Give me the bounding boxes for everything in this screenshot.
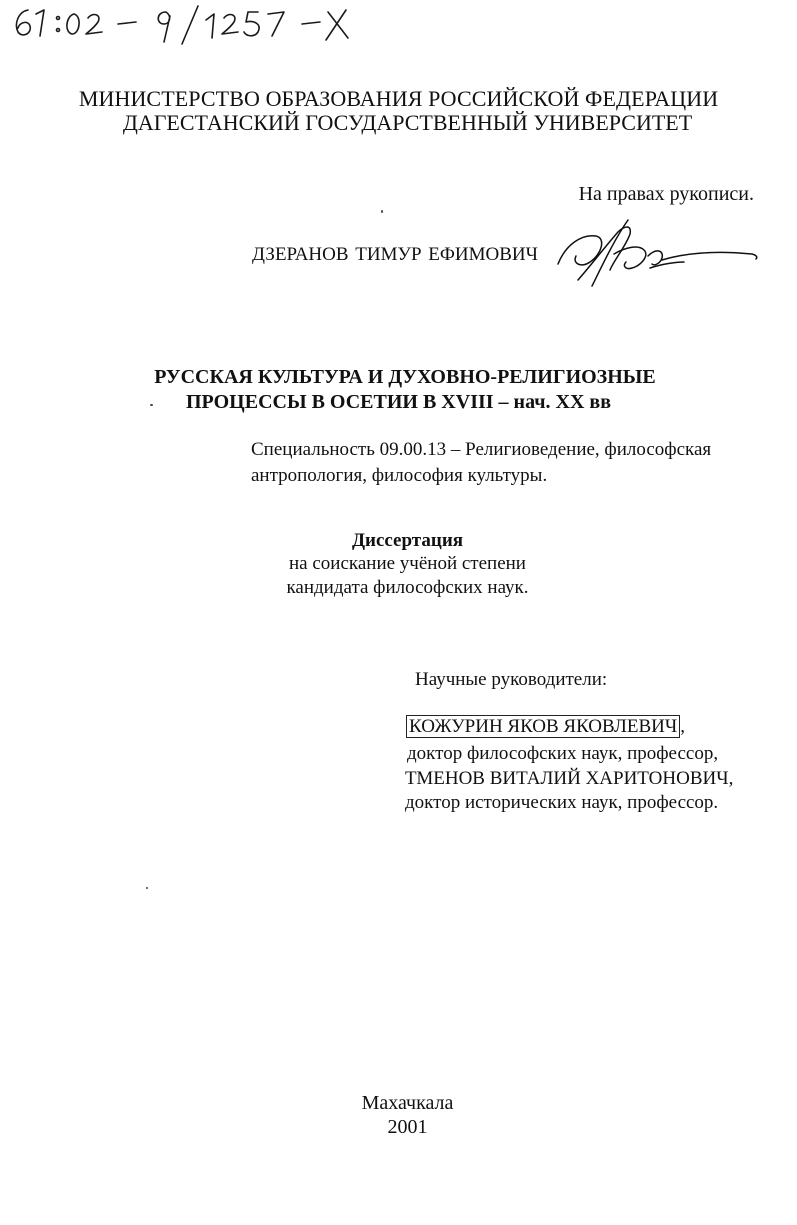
handwritten-code-drawing: [6, 2, 351, 46]
specialty-block: [251, 437, 711, 489]
dissertation-heading: Диссертация: [351, 530, 464, 551]
ministry-name: МИНИСТЕРСТВО ОБРАЗОВАНИЯ РОССИЙСКОЙ ФЕДЕРАЦИИ: [78, 86, 719, 111]
scan-speck: [381, 210, 383, 213]
supervisor-2-title: доктор исторических наук, профессор.: [405, 792, 719, 813]
year: 2001: [387, 1116, 428, 1138]
specialty-line-1: Специальность 09.00.13 – Религиоведение, философская: [251, 439, 712, 460]
supervisor-1-suffix: ,: [680, 716, 685, 737]
author-name: ДЗЕРАНОВ ТИМУР ЕФИМОВИЧ: [252, 244, 538, 265]
author-signature: [552, 214, 762, 294]
supervisor-1-title: доктор философских наук, профессор,: [407, 743, 719, 764]
manuscript-note: На правах рукописи.: [578, 183, 754, 205]
dissertation-degree-line-2: кандидата философских наук.: [286, 577, 529, 598]
supervisors-label: Научные руководители:: [415, 669, 608, 690]
thesis-title-line-1: РУССКАЯ КУЛЬТУРА И ДУХОВНО-РЕЛИГИОЗНЫЕ: [154, 366, 656, 388]
scan-speck: [150, 404, 153, 406]
dissertation-degree-line-1: на соискание учёной степени: [289, 553, 526, 574]
supervisor-2-name: ТМЕНОВ ВИТАЛИЙ ХАРИТОНОВИЧ,: [405, 768, 734, 789]
supervisor-1-name: КОЖУРИН ЯКОВ ЯКОВЛЕВИЧ: [406, 715, 680, 738]
scan-speck: [146, 887, 148, 889]
city: Махачкала: [361, 1092, 454, 1114]
thesis-title-line-2: ПРОЦЕССЫ В ОСЕТИИ В XVIII – нач. XX вв: [185, 391, 612, 413]
supervisor-1-name-row: [406, 714, 685, 740]
handwritten-archive-code: [6, 2, 351, 46]
signature-drawing: [552, 214, 762, 294]
university-name: ДАГЕСТАНСКИЙ ГОСУДАРСТВЕННЫЙ УНИВЕРСИТЕТ: [122, 110, 693, 135]
specialty-line-2: антропология, философия культуры.: [251, 465, 548, 486]
